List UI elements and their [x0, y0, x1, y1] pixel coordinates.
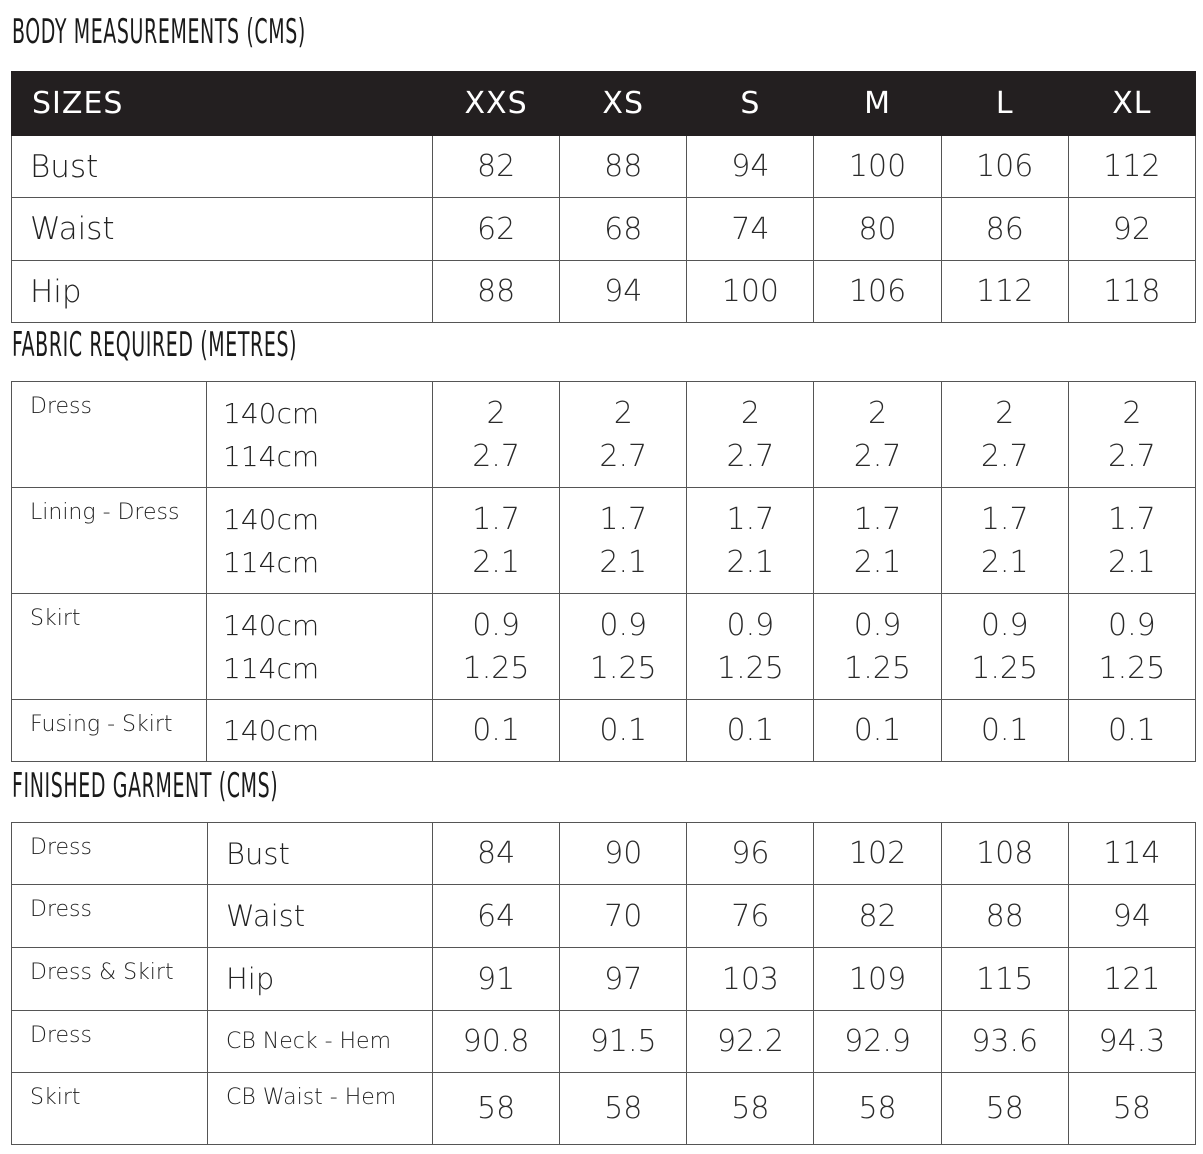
value-cell: 91.5 — [560, 1011, 687, 1073]
table-row — [12, 1073, 1196, 1145]
value-cell: 68 — [560, 198, 687, 261]
table-row — [12, 198, 1196, 261]
value-cell — [687, 594, 814, 700]
value-cell — [687, 382, 814, 488]
value-140cm: 0.9 — [472, 607, 520, 643]
sizes-header-row — [12, 72, 1196, 136]
value-cell: 90 — [560, 823, 687, 885]
value-cell — [687, 488, 814, 594]
value-140cm: 0.1 — [941, 700, 1068, 762]
value-cell: 92.9 — [814, 1011, 941, 1073]
value-114cm: 2.7 — [853, 438, 902, 474]
value-140cm: 2 — [868, 395, 888, 431]
value-114cm: 2.7 — [472, 438, 520, 474]
fabric-widths — [207, 488, 433, 594]
value-140cm: 2 — [613, 395, 633, 431]
value-cell: 92 — [1068, 198, 1195, 261]
size-header: M — [814, 72, 941, 136]
size-header: S — [687, 72, 814, 136]
garment-category: Dress & Skirt — [12, 948, 208, 1011]
fabric-width: 114cm — [223, 439, 320, 473]
value-cell — [1068, 488, 1195, 594]
value-114cm: 2.1 — [853, 544, 902, 580]
measurement-label: Bust — [12, 136, 433, 198]
value-cell — [433, 488, 560, 594]
garment-category: Fusing - Skirt — [12, 700, 207, 762]
value-cell: 70 — [560, 885, 687, 948]
value-114cm: 1.25 — [716, 650, 784, 686]
value-cell — [433, 382, 560, 488]
size-header: L — [941, 72, 1068, 136]
value-140cm: 1.7 — [853, 501, 902, 537]
sizes-header-label: SIZES — [12, 72, 433, 136]
table-row — [12, 823, 1196, 885]
value-140cm: 1.7 — [472, 501, 520, 537]
value-cell: 102 — [814, 823, 941, 885]
value-cell: 76 — [687, 885, 814, 948]
garment-category: Skirt — [12, 1073, 208, 1145]
value-cell — [814, 594, 941, 700]
measurement-label: Hip — [208, 948, 433, 1011]
value-cell — [941, 382, 1068, 488]
table-row — [12, 885, 1196, 948]
value-cell — [560, 594, 687, 700]
measurement-label: CB Neck - Hem — [208, 1011, 433, 1073]
value-140cm: 0.9 — [853, 607, 902, 643]
value-114cm: 2.1 — [980, 544, 1029, 580]
value-cell: 58 — [560, 1073, 687, 1145]
size-header: XXS — [433, 72, 560, 136]
value-cell — [941, 488, 1068, 594]
value-140cm: 0.9 — [726, 607, 775, 643]
value-140cm: 0.9 — [980, 607, 1029, 643]
measurement-label: Hip — [12, 261, 433, 323]
value-cell: 92.2 — [687, 1011, 814, 1073]
value-cell: 94 — [1068, 885, 1195, 948]
table-row — [12, 261, 1196, 323]
value-140cm: 1.7 — [980, 501, 1029, 537]
value-cell: 86 — [941, 198, 1068, 261]
value-cell: 88 — [941, 885, 1068, 948]
value-cell — [1068, 382, 1195, 488]
value-cell: 84 — [433, 823, 560, 885]
value-140cm: 1.7 — [1108, 501, 1156, 537]
body-measurements-table — [11, 71, 1196, 323]
size-header: XL — [1068, 72, 1195, 136]
value-114cm: 1.25 — [462, 650, 530, 686]
value-cell — [560, 382, 687, 488]
value-cell — [814, 382, 941, 488]
value-cell: 88 — [433, 261, 560, 323]
value-cell: 112 — [941, 261, 1068, 323]
value-cell: 91 — [433, 948, 560, 1011]
value-cell: 121 — [1068, 948, 1195, 1011]
value-114cm: 2.1 — [1108, 544, 1156, 580]
value-cell: 58 — [814, 1073, 941, 1145]
value-cell: 82 — [433, 136, 560, 198]
fabric-width: 140cm — [223, 502, 320, 536]
fabric-width: 114cm — [223, 545, 320, 579]
value-114cm: 2.1 — [599, 544, 648, 580]
value-140cm: 0.1 — [560, 700, 687, 762]
value-cell: 112 — [1068, 136, 1195, 198]
value-114cm: 2.1 — [472, 544, 520, 580]
value-140cm: 2 — [486, 395, 506, 431]
fabric-width: 140cm — [207, 700, 433, 762]
value-cell: 90.8 — [433, 1011, 560, 1073]
value-cell — [560, 488, 687, 594]
fabric-width: 114cm — [223, 651, 320, 685]
table-row — [12, 948, 1196, 1011]
value-140cm: 2 — [740, 395, 760, 431]
value-cell: 94 — [687, 136, 814, 198]
value-cell: 82 — [814, 885, 941, 948]
value-cell: 100 — [687, 261, 814, 323]
measurement-label: Bust — [208, 823, 433, 885]
value-cell: 96 — [687, 823, 814, 885]
fabric-required-title: FABRIC REQUIRED (METRES) — [12, 325, 298, 365]
value-cell: 100 — [814, 136, 941, 198]
value-cell — [941, 594, 1068, 700]
measurement-label: CB Waist - Hem — [208, 1073, 433, 1145]
table-row — [12, 594, 1196, 700]
garment-category: Dress — [12, 885, 208, 948]
value-140cm: 2 — [1122, 395, 1142, 431]
table-row — [12, 700, 1196, 762]
finished-garment-title: FINISHED GARMENT (CMS) — [12, 766, 279, 806]
value-cell: 118 — [1068, 261, 1195, 323]
table-row — [12, 488, 1196, 594]
value-cell: 58 — [433, 1073, 560, 1145]
value-cell: 106 — [941, 136, 1068, 198]
value-114cm: 2.7 — [599, 438, 648, 474]
value-cell: 97 — [560, 948, 687, 1011]
fabric-required-table — [11, 381, 1196, 762]
fabric-widths — [207, 594, 433, 700]
value-114cm: 1.25 — [971, 650, 1039, 686]
fabric-widths — [207, 382, 433, 488]
value-cell: 93.6 — [941, 1011, 1068, 1073]
value-114cm: 2.7 — [1108, 438, 1156, 474]
value-140cm: 0.1 — [433, 700, 560, 762]
value-140cm: 0.9 — [1108, 607, 1156, 643]
size-header: XS — [560, 72, 687, 136]
value-140cm: 1.7 — [599, 501, 648, 537]
value-cell: 114 — [1068, 823, 1195, 885]
value-cell: 62 — [433, 198, 560, 261]
value-cell: 58 — [941, 1073, 1068, 1145]
value-cell: 106 — [814, 261, 941, 323]
measurement-label: Waist — [208, 885, 433, 948]
value-cell: 80 — [814, 198, 941, 261]
value-cell: 94.3 — [1068, 1011, 1195, 1073]
fabric-width: 140cm — [223, 608, 320, 642]
value-140cm: 1.7 — [726, 501, 775, 537]
table-row — [12, 136, 1196, 198]
value-cell: 115 — [941, 948, 1068, 1011]
value-cell: 58 — [687, 1073, 814, 1145]
value-114cm: 2.1 — [726, 544, 775, 580]
value-140cm: 0.1 — [1068, 700, 1195, 762]
garment-category: Skirt — [12, 594, 207, 700]
garment-category: Dress — [12, 1011, 208, 1073]
value-cell — [1068, 594, 1195, 700]
value-cell: 109 — [814, 948, 941, 1011]
value-cell: 88 — [560, 136, 687, 198]
value-140cm: 2 — [995, 395, 1015, 431]
finished-garment-table — [11, 822, 1196, 1145]
fabric-width: 140cm — [223, 396, 320, 430]
measurement-label: Waist — [12, 198, 433, 261]
value-140cm: 0.9 — [599, 607, 648, 643]
table-row — [12, 382, 1196, 488]
value-cell: 58 — [1068, 1073, 1195, 1145]
garment-category: Dress — [12, 823, 208, 885]
value-114cm: 1.25 — [589, 650, 657, 686]
value-cell: 74 — [687, 198, 814, 261]
value-cell: 94 — [560, 261, 687, 323]
value-140cm: 0.1 — [687, 700, 814, 762]
value-114cm: 2.7 — [980, 438, 1029, 474]
garment-category: Dress — [12, 382, 207, 488]
value-114cm: 1.25 — [844, 650, 911, 686]
garment-category: Lining - Dress — [12, 488, 207, 594]
value-114cm: 2.7 — [726, 438, 775, 474]
table-row — [12, 1011, 1196, 1073]
value-cell: 103 — [687, 948, 814, 1011]
value-114cm: 1.25 — [1098, 650, 1166, 686]
value-cell: 108 — [941, 823, 1068, 885]
value-cell — [814, 488, 941, 594]
value-cell — [433, 594, 560, 700]
value-140cm: 0.1 — [814, 700, 941, 762]
body-measurements-title: BODY MEASUREMENTS (CMS) — [12, 12, 306, 52]
value-cell: 64 — [433, 885, 560, 948]
